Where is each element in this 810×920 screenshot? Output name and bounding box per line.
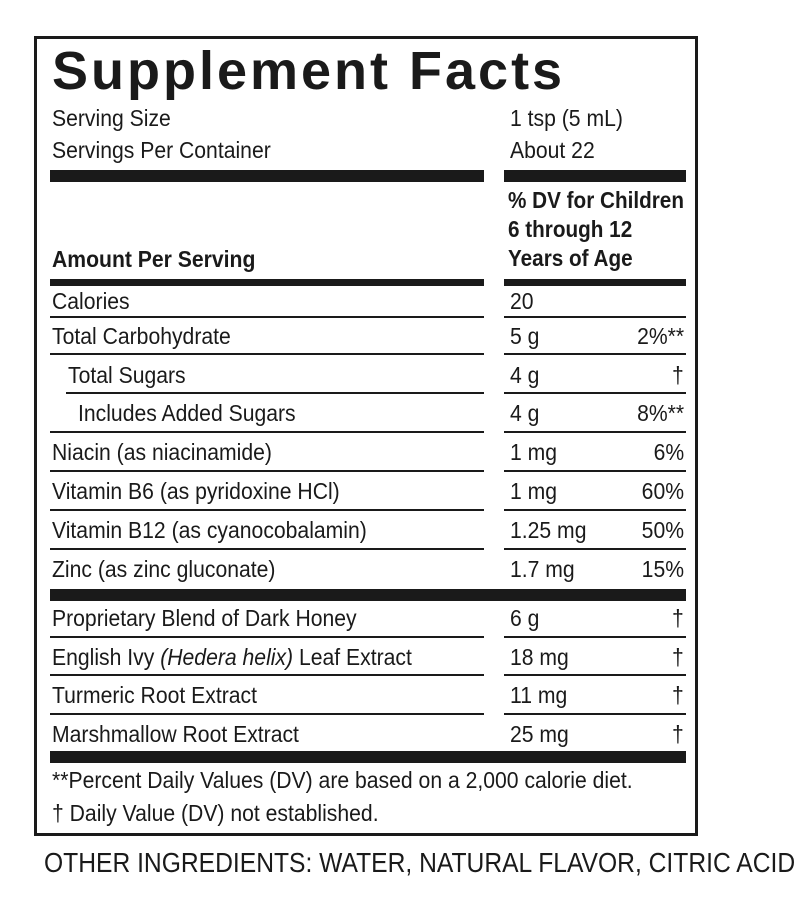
row-divider <box>50 353 484 355</box>
serving-size-label: Serving Size <box>52 105 171 131</box>
dv-header-line: % DV for Children <box>508 187 684 213</box>
row-divider <box>504 548 686 550</box>
medium-divider <box>504 279 686 286</box>
nutrient-name: Zinc (as zinc gluconate) <box>52 556 276 582</box>
blend-name-suffix: Leaf Extract <box>293 644 412 670</box>
blend-name <box>52 643 412 671</box>
other-ingredients: OTHER INGREDIENTS: WATER, NATURAL FLAVOR, CITRIC ACID <box>44 847 796 878</box>
servings-per-container-value: About 22 <box>510 137 595 163</box>
servings-per-container-label: Servings Per Container <box>52 137 271 163</box>
row-divider <box>50 636 484 638</box>
blend-dv: † <box>672 644 684 670</box>
row-divider <box>50 509 484 511</box>
blend-amount: 25 mg <box>510 721 569 747</box>
thick-divider <box>50 751 686 763</box>
amount-per-serving-label: Amount Per Serving <box>52 246 256 272</box>
blend-name-prefix: English Ivy <box>52 644 161 670</box>
blend-amount: 6 g <box>510 605 540 631</box>
botanical-name: (Hedera helix) <box>160 644 294 670</box>
thick-divider <box>504 170 686 182</box>
row-divider <box>50 470 484 472</box>
nutrient-name: Vitamin B6 (as pyridoxine HCl) <box>52 478 340 504</box>
thick-divider <box>50 589 686 601</box>
blend-dv: † <box>672 682 684 708</box>
nutrient-amount: 20 <box>510 288 534 314</box>
nutrient-amount: 1 mg <box>510 439 558 465</box>
nutrient-dv: 8%** <box>636 400 684 426</box>
thick-divider <box>50 170 484 182</box>
nutrient-dv: 15% <box>641 556 684 582</box>
medium-divider <box>50 279 484 286</box>
blend-amount: 11 mg <box>510 682 568 708</box>
row-divider <box>504 316 686 318</box>
row-divider <box>504 431 686 433</box>
row-divider <box>50 316 484 318</box>
row-divider <box>504 392 686 394</box>
nutrient-dv: 50% <box>641 517 684 543</box>
nutrient-name: Includes Added Sugars <box>78 400 296 426</box>
nutrient-amount: 1.7 mg <box>510 556 575 582</box>
dv-header <box>508 186 684 273</box>
panel-title: Supplement Facts <box>52 41 566 101</box>
row-divider <box>50 431 484 433</box>
nutrient-name: Vitamin B12 (as cyanocobalamin) <box>52 517 367 543</box>
nutrient-amount: 4 g <box>510 362 540 388</box>
blend-dv: † <box>672 605 684 631</box>
blend-dv: † <box>672 721 684 747</box>
row-divider <box>504 674 686 676</box>
blend-name: Turmeric Root Extract <box>52 682 257 708</box>
nutrient-name: Niacin (as niacinamide) <box>52 439 272 465</box>
row-divider <box>504 509 686 511</box>
footnote-percent-dv: **Percent Daily Values (DV) are based on a 2,000 calorie diet. <box>52 767 633 793</box>
dv-header-line: 6 through 12 <box>508 216 633 242</box>
row-divider <box>50 713 484 715</box>
nutrient-name: Calories <box>52 288 130 314</box>
blend-name: Proprietary Blend of Dark Honey <box>52 605 357 631</box>
blend-name: Marshmallow Root Extract <box>52 721 299 747</box>
row-divider <box>50 674 484 676</box>
blend-amount: 18 mg <box>510 644 569 670</box>
row-divider <box>504 713 686 715</box>
nutrient-dv: 60% <box>641 478 684 504</box>
nutrient-name: Total Carbohydrate <box>52 323 231 349</box>
nutrient-dv: † <box>672 362 684 388</box>
row-divider <box>504 636 686 638</box>
nutrient-amount: 5 g <box>510 323 540 349</box>
nutrient-dv: 6% <box>653 439 684 465</box>
nutrient-name: Total Sugars <box>68 362 186 388</box>
row-divider <box>504 470 686 472</box>
row-divider <box>66 392 484 394</box>
nutrient-dv: 2%** <box>636 323 684 349</box>
footnote-dv-not-established: † Daily Value (DV) not established. <box>52 800 379 826</box>
dv-header-line: Years of Age <box>508 245 633 271</box>
row-divider <box>50 548 484 550</box>
serving-size-value: 1 tsp (5 mL) <box>510 105 623 131</box>
nutrient-amount: 1 mg <box>510 478 558 504</box>
nutrient-amount: 1.25 mg <box>510 517 587 543</box>
nutrient-amount: 4 g <box>510 400 540 426</box>
row-divider <box>504 353 686 355</box>
